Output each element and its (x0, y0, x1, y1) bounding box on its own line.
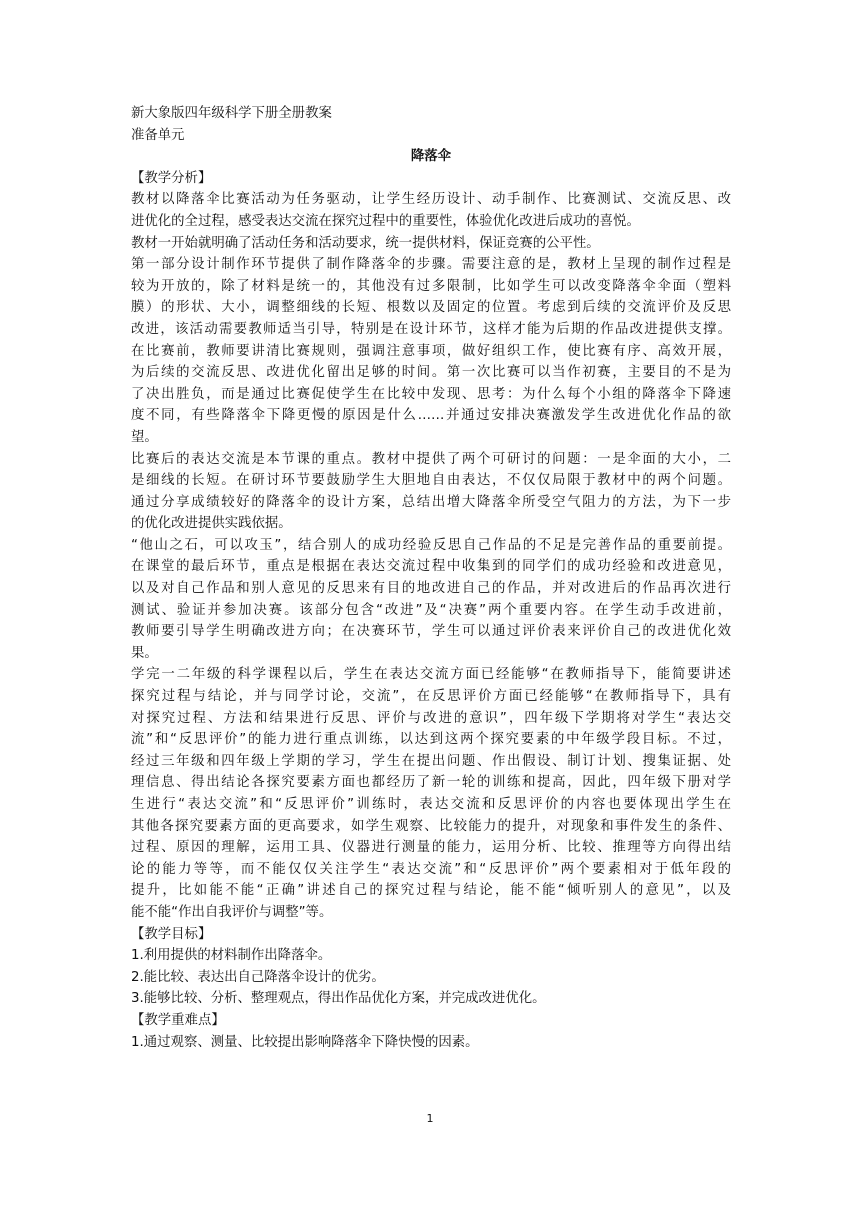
document-page (131, 103, 731, 1053)
text-line: 以及对自己作品和别人意见的反思来有目的地改进自己的作品，并对改进后的作品再次进行 (131, 581, 731, 597)
text-line: 【教学重难点】 (131, 1012, 225, 1028)
text-line: 进优化的全过程，感受表达交流在探究过程中的重要性，体验优化改进后成功的喜悦。 (131, 213, 640, 229)
text-line: 论的能力等等，而不能仅仅关注学生“表达交流”和“反思评价”两个要素相对于低年段的 (131, 861, 731, 877)
text-line: 探究过程与结论，并与同学讨论，交流”，在反思评价方面已经能够“在教师指导下，具有 (131, 689, 731, 705)
text-line: 生进行“表达交流”和“反思评价”训练时，表达交流和反思评价的内容也要体现出学生在 (131, 797, 731, 812)
text-line: 【教学分析】 (131, 170, 212, 186)
text-line: 望。 (131, 429, 158, 445)
text-line: “他山之石，可以攻玉”，结合别人的成功经验反思自己作品的不足是完善作品的重要前提。 (131, 537, 731, 553)
text-line: 教材以降落伞比赛活动为任务驱动，让学生经历设计、动手制作、比赛测试、交流反思、改 (131, 192, 731, 208)
text-line: 在课堂的最后环节，重点是根据在表达交流过程中收集到的同学们的成功经验和改进意见， (131, 559, 731, 575)
section-title: 降落伞 (410, 149, 452, 165)
text-line: 1.通过观察、测量、比较提出影响降落伞下降快慢的因素。 (131, 1034, 479, 1050)
text-line: 经过三年级和四年级上学期的学习，学生在提出问题、作出假设、制订计划、搜集证据、处 (131, 753, 731, 769)
text-line: 【教学目标】 (131, 926, 212, 942)
text-line: 度不同，有些降落伞下降更慢的原因是什么……并通过安排决赛激发学生改进优化作品的欲 (131, 408, 731, 424)
text-line: 能不能“作出自我评价与调整”等。 (131, 904, 333, 920)
text-line: 改进，该活动需要教师适当引导，特别是在设计环节，这样才能为后期的作品改进提供支撑。 (131, 321, 731, 337)
page-number: 1 (426, 1112, 434, 1125)
text-line: 是细线的长短。在研讨环节要鼓励学生大胆地自由表达，不仅仅局限于教材中的两个问题。 (131, 473, 731, 489)
text-line: 其他各探究要素方面的更高要求，如学生观察、比较能力的提升，对现象和事件发生的条件、 (131, 818, 731, 834)
text-line: 通过分享成绩较好的降落伞的设计方案，总结出增大降落伞所受空气阻力的方法，为下一步 (131, 494, 731, 510)
text-line: 膜）的形状、大小，调整细线的长短、根数以及固定的位置。考虑到后续的交流评价及反思 (131, 300, 731, 316)
text-line: 在比赛前，教师要讲清比赛规则，强调注意事项，做好组织工作，使比赛有序、高效开展， (131, 343, 731, 359)
text-line: 准备单元 (131, 127, 185, 143)
text-line: 教师要引导学生明确改进方向；在决赛环节，学生可以通过评价表来评价自己的改进优化效 (131, 624, 731, 640)
text-line: 对探究过程、方法和结果进行反思、评价与改进的意识”，四年级下学期将对学生“表达交 (131, 710, 731, 726)
text-line: 理信息、得出结论各探究要素方面也都经历了新一轮的训练和提高，因此，四年级下册对学 (131, 775, 731, 791)
text-line: 学完一二年级的科学课程以后，学生在表达交流方面已经能够“在教师指导下，能简要讲述 (131, 667, 731, 683)
text-line: 为后续的交流反思、改进优化留出足够的时间。第一次比赛可以当作初赛，主要目的不是为 (131, 365, 731, 381)
text-line: 第一部分设计制作环节提供了制作降落伞的步骤。需要注意的是，教材上呈现的制作过程是 (131, 257, 731, 273)
text-line: 较为开放的，除了材料是统一的，其他没有过多限制，比如学生可以改变降落伞伞面（塑料 (131, 278, 731, 294)
text-line: 果。 (131, 645, 158, 661)
text-line: 比赛后的表达交流是本节课的重点。教材中提供了两个可研讨的问题：一是伞面的大小，二 (131, 451, 731, 467)
text-line: 3.能够比较、分析、整理观点，得出作品优化方案，并完成改进优化。 (131, 991, 546, 1007)
text-line: 的优化改进提供实践依据。 (131, 516, 292, 532)
text-line: 1.利用提供的材料制作出降落伞。 (131, 948, 332, 964)
text-line: 了决出胜负，而是通过比赛促使学生在比较中发现、思考：为什么每个小组的降落伞下降速 (131, 386, 731, 402)
text-line: 教材一开始就明确了活动任务和活动要求，统一提供材料，保证竞赛的公平性。 (131, 235, 600, 251)
text-line: 流”和“反思评价”的能力进行重点训练，以达到这两个探究要素的中年级学段目标。不过， (131, 732, 731, 748)
text-line: 测试、验证并参加决赛。该部分包含“改进”及“决赛”两个重要内容。在学生动手改进前， (131, 602, 731, 618)
text-line: 2.能比较、表达出自己降落伞设计的优劣。 (131, 969, 385, 985)
text-line: 提升，比如能不能“正确”讲述自己的探究过程与结论，能不能“倾听别人的意见”，以及 (131, 883, 731, 899)
text-line: 过程、原因的理解，运用工具、仪器进行测量的能力，运用分析、比较、推理等方向得出结 (131, 840, 731, 856)
text-line: 新大象版四年级科学下册全册教案 (131, 106, 332, 121)
